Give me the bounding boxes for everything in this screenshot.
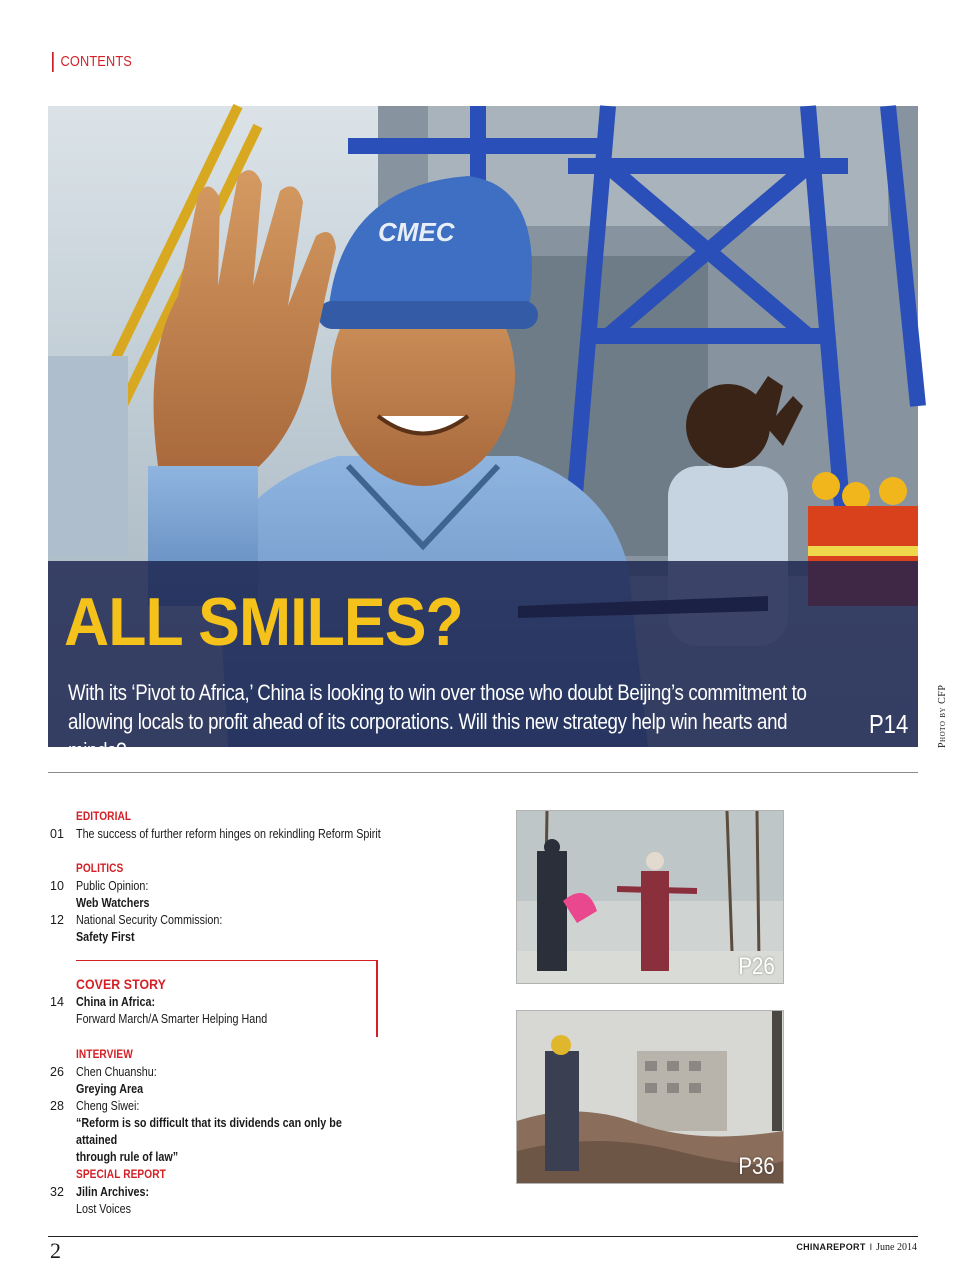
toc-entry-kicker: Jilin Archives: bbox=[76, 1185, 150, 1199]
toc-section-title: POLITICS bbox=[76, 863, 124, 875]
divider-rule bbox=[48, 772, 918, 773]
contents-section-label: CONTENTS bbox=[52, 52, 132, 72]
thumbnail-special-report[interactable] bbox=[516, 1010, 784, 1184]
helmet-logo-text: CMEC bbox=[378, 217, 455, 247]
toc-page-number: 12 bbox=[50, 913, 64, 927]
toc-entry-kicker: Chen Chuanshu: bbox=[76, 1065, 157, 1079]
cover-story-highlight-frame bbox=[76, 960, 378, 1037]
cover-page-ref[interactable]: P14 bbox=[868, 709, 908, 739]
toc-entry-title: Forward March/A Smarter Helping Hand bbox=[76, 1012, 268, 1026]
thumbnail-page-ref: P36 bbox=[738, 1153, 775, 1180]
toc-section-title: SPECIAL REPORT bbox=[76, 1169, 166, 1181]
footer-separator: I bbox=[869, 1242, 873, 1252]
footer-masthead bbox=[796, 1241, 917, 1254]
toc-entry-kicker: National Security Commission: bbox=[76, 913, 223, 927]
toc-entry-title: Greying Area bbox=[76, 1082, 144, 1096]
toc-section-title: EDITORIAL bbox=[76, 811, 132, 823]
toc-page-number: 28 bbox=[50, 1099, 64, 1113]
issue-date: June 2014 bbox=[876, 1242, 917, 1253]
photo-credit: Photo by CFP bbox=[937, 684, 948, 748]
cover-subheadline-line-2: allowing locals to profit ahead of its corporations. Will this new strategy help win hearts and minds? bbox=[68, 709, 788, 763]
footer-rule bbox=[48, 1236, 918, 1237]
toc-section-title: COVER STORY bbox=[76, 976, 166, 992]
page-number: 2 bbox=[50, 1238, 61, 1263]
toc-page-number: 10 bbox=[50, 879, 64, 893]
cover-headline: ALL SMILES? bbox=[64, 584, 463, 660]
toc-entry-title: Web Watchers bbox=[76, 896, 150, 910]
toc-page-number: 26 bbox=[50, 1065, 64, 1079]
toc-entry-title: “Reform is so difficult that its dividends can only be attained bbox=[76, 1116, 342, 1147]
cover-subheadline bbox=[68, 678, 833, 765]
cover-subheadline-line-1: With its ‘Pivot to Africa,’ China is looking to win over those who doubt Beijing’s commitment to bbox=[68, 680, 807, 705]
toc-page-number: 01 bbox=[50, 827, 64, 841]
magazine-name: CHINAREPORT bbox=[796, 1242, 866, 1252]
toc-page-number: 32 bbox=[50, 1185, 64, 1199]
toc-page-number: 14 bbox=[50, 995, 64, 1009]
toc-entry-title: The success of further reform hinges on rekindling Reform Spirit bbox=[76, 827, 381, 841]
thumbnail-interview[interactable] bbox=[516, 810, 784, 984]
thumbnail-page-ref: P26 bbox=[738, 953, 775, 980]
toc-section-title: INTERVIEW bbox=[76, 1049, 133, 1061]
toc-entry-kicker: Public Opinion: bbox=[76, 879, 149, 893]
toc-entry-title: Safety First bbox=[76, 930, 135, 944]
cover-story-hero[interactable] bbox=[48, 106, 918, 763]
toc-entry-kicker: Cheng Siwei: bbox=[76, 1099, 140, 1113]
toc-entry-title-continued: through rule of law” bbox=[76, 1150, 179, 1164]
toc-entry-title: Lost Voices bbox=[76, 1202, 131, 1216]
toc-entry-kicker: China in Africa: bbox=[76, 995, 156, 1009]
